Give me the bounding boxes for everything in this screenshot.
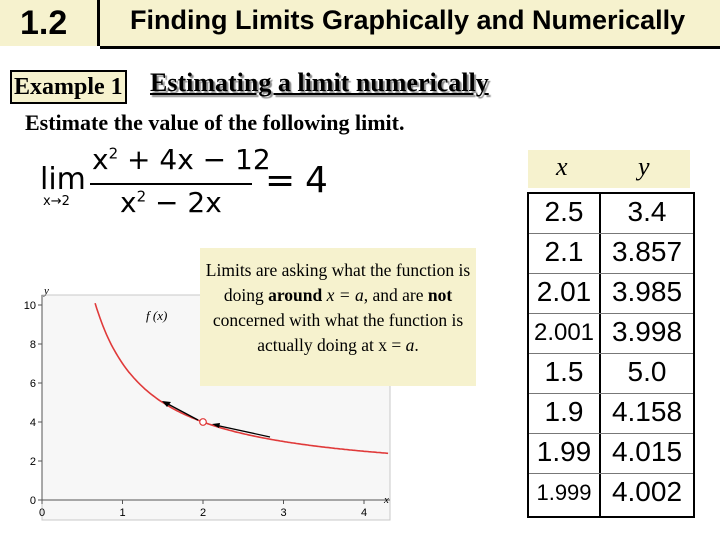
- section-number: 1.2: [20, 4, 68, 42]
- table-row: [529, 474, 693, 514]
- table-cell-x: 2.001: [533, 319, 595, 346]
- table-cell-x: 2.5: [544, 196, 584, 227]
- title-bar: [100, 0, 720, 46]
- table-row: [529, 394, 693, 434]
- table-cell-y: 4.158: [611, 396, 683, 427]
- table-row: [529, 234, 693, 274]
- table-row: [529, 274, 693, 314]
- x-tick-label: 4: [360, 507, 368, 519]
- callout-emphasis: not: [427, 285, 453, 305]
- limit-denominator: [120, 186, 222, 219]
- table-cell-y: 4.002: [611, 476, 683, 507]
- limit-numerator: [92, 143, 271, 176]
- limit-value: 4: [305, 160, 328, 201]
- table-cell-x: 1.999: [536, 480, 592, 505]
- table-cell-x: 1.9: [544, 396, 584, 427]
- table-cell-x: 1.5: [544, 356, 584, 387]
- table-header-y: y: [638, 152, 650, 181]
- table-row: [529, 194, 693, 234]
- y-tick-label: 8: [29, 339, 36, 351]
- section-number-box: [0, 0, 100, 46]
- callout-part: x =: [322, 285, 355, 305]
- table-header-x: x: [556, 152, 568, 181]
- y-tick-label: 4: [29, 417, 36, 429]
- fraction-bar: [90, 183, 252, 185]
- x-tick-label: 1: [119, 507, 126, 519]
- table-cell-y: 3.857: [611, 236, 683, 267]
- table-header: [528, 150, 690, 188]
- num-var: x: [92, 143, 109, 176]
- den-rest: − 2x: [146, 186, 222, 219]
- table-cell-y: 4.015: [611, 436, 683, 467]
- example-label: Example 1: [10, 70, 127, 104]
- page-title: Finding Limits Graphically and Numerically: [130, 5, 686, 35]
- table-row: [529, 434, 693, 474]
- callout-part: .: [414, 335, 419, 355]
- x-tick-label: 0: [38, 507, 46, 519]
- title-divider: [100, 46, 720, 49]
- table-cell-y: 3.985: [611, 276, 683, 307]
- equals-sign: =: [265, 160, 296, 201]
- x-axis-label: x: [384, 494, 389, 506]
- example-title: Estimating a limit numerically: [150, 68, 489, 97]
- removable-discontinuity-hole: [200, 419, 207, 426]
- num-rest: + 4x − 12: [118, 143, 271, 176]
- y-tick-label: 0: [29, 495, 36, 507]
- callout-variable: a: [354, 285, 364, 305]
- y-tick-label: 2: [29, 456, 36, 468]
- callout-variable: a: [405, 335, 415, 355]
- prompt-text: Estimate the value of the following limit.: [25, 110, 405, 135]
- function-label: f (x): [146, 308, 168, 323]
- table-row: [529, 354, 693, 394]
- callout-part: , and are: [363, 285, 428, 305]
- table-cell-x: 2.01: [536, 276, 592, 307]
- y-tick-label: 6: [29, 378, 36, 390]
- values-table: [527, 192, 695, 518]
- num-exp: 2: [108, 144, 119, 163]
- y-tick-label: 10: [23, 300, 36, 312]
- callout-box: [200, 248, 476, 386]
- table-cell-y: 3.4: [627, 196, 667, 227]
- y-axis-label: y: [44, 285, 49, 297]
- table-cell-y: 3.998: [611, 316, 683, 347]
- den-var: x: [120, 186, 137, 219]
- y-tick-group: [24, 300, 42, 507]
- table-cell-x: 2.1: [544, 236, 584, 267]
- x-tick-label: 3: [280, 507, 287, 519]
- limit-subscript: x→2: [43, 194, 70, 209]
- callout-part: concerned with what the function is actually doing at x =: [212, 310, 464, 355]
- callout-part: Limits are asking what the function is doing: [205, 260, 471, 305]
- table-row: [529, 314, 693, 354]
- callout-emphasis: around: [268, 285, 323, 305]
- table-cell-y: 5.0: [627, 356, 667, 387]
- table-cell-x: 1.99: [536, 436, 592, 467]
- limit-operator: lim: [40, 162, 86, 197]
- x-tick-label: 2: [199, 507, 207, 519]
- den-exp: 2: [136, 187, 147, 206]
- callout-text: [204, 258, 472, 358]
